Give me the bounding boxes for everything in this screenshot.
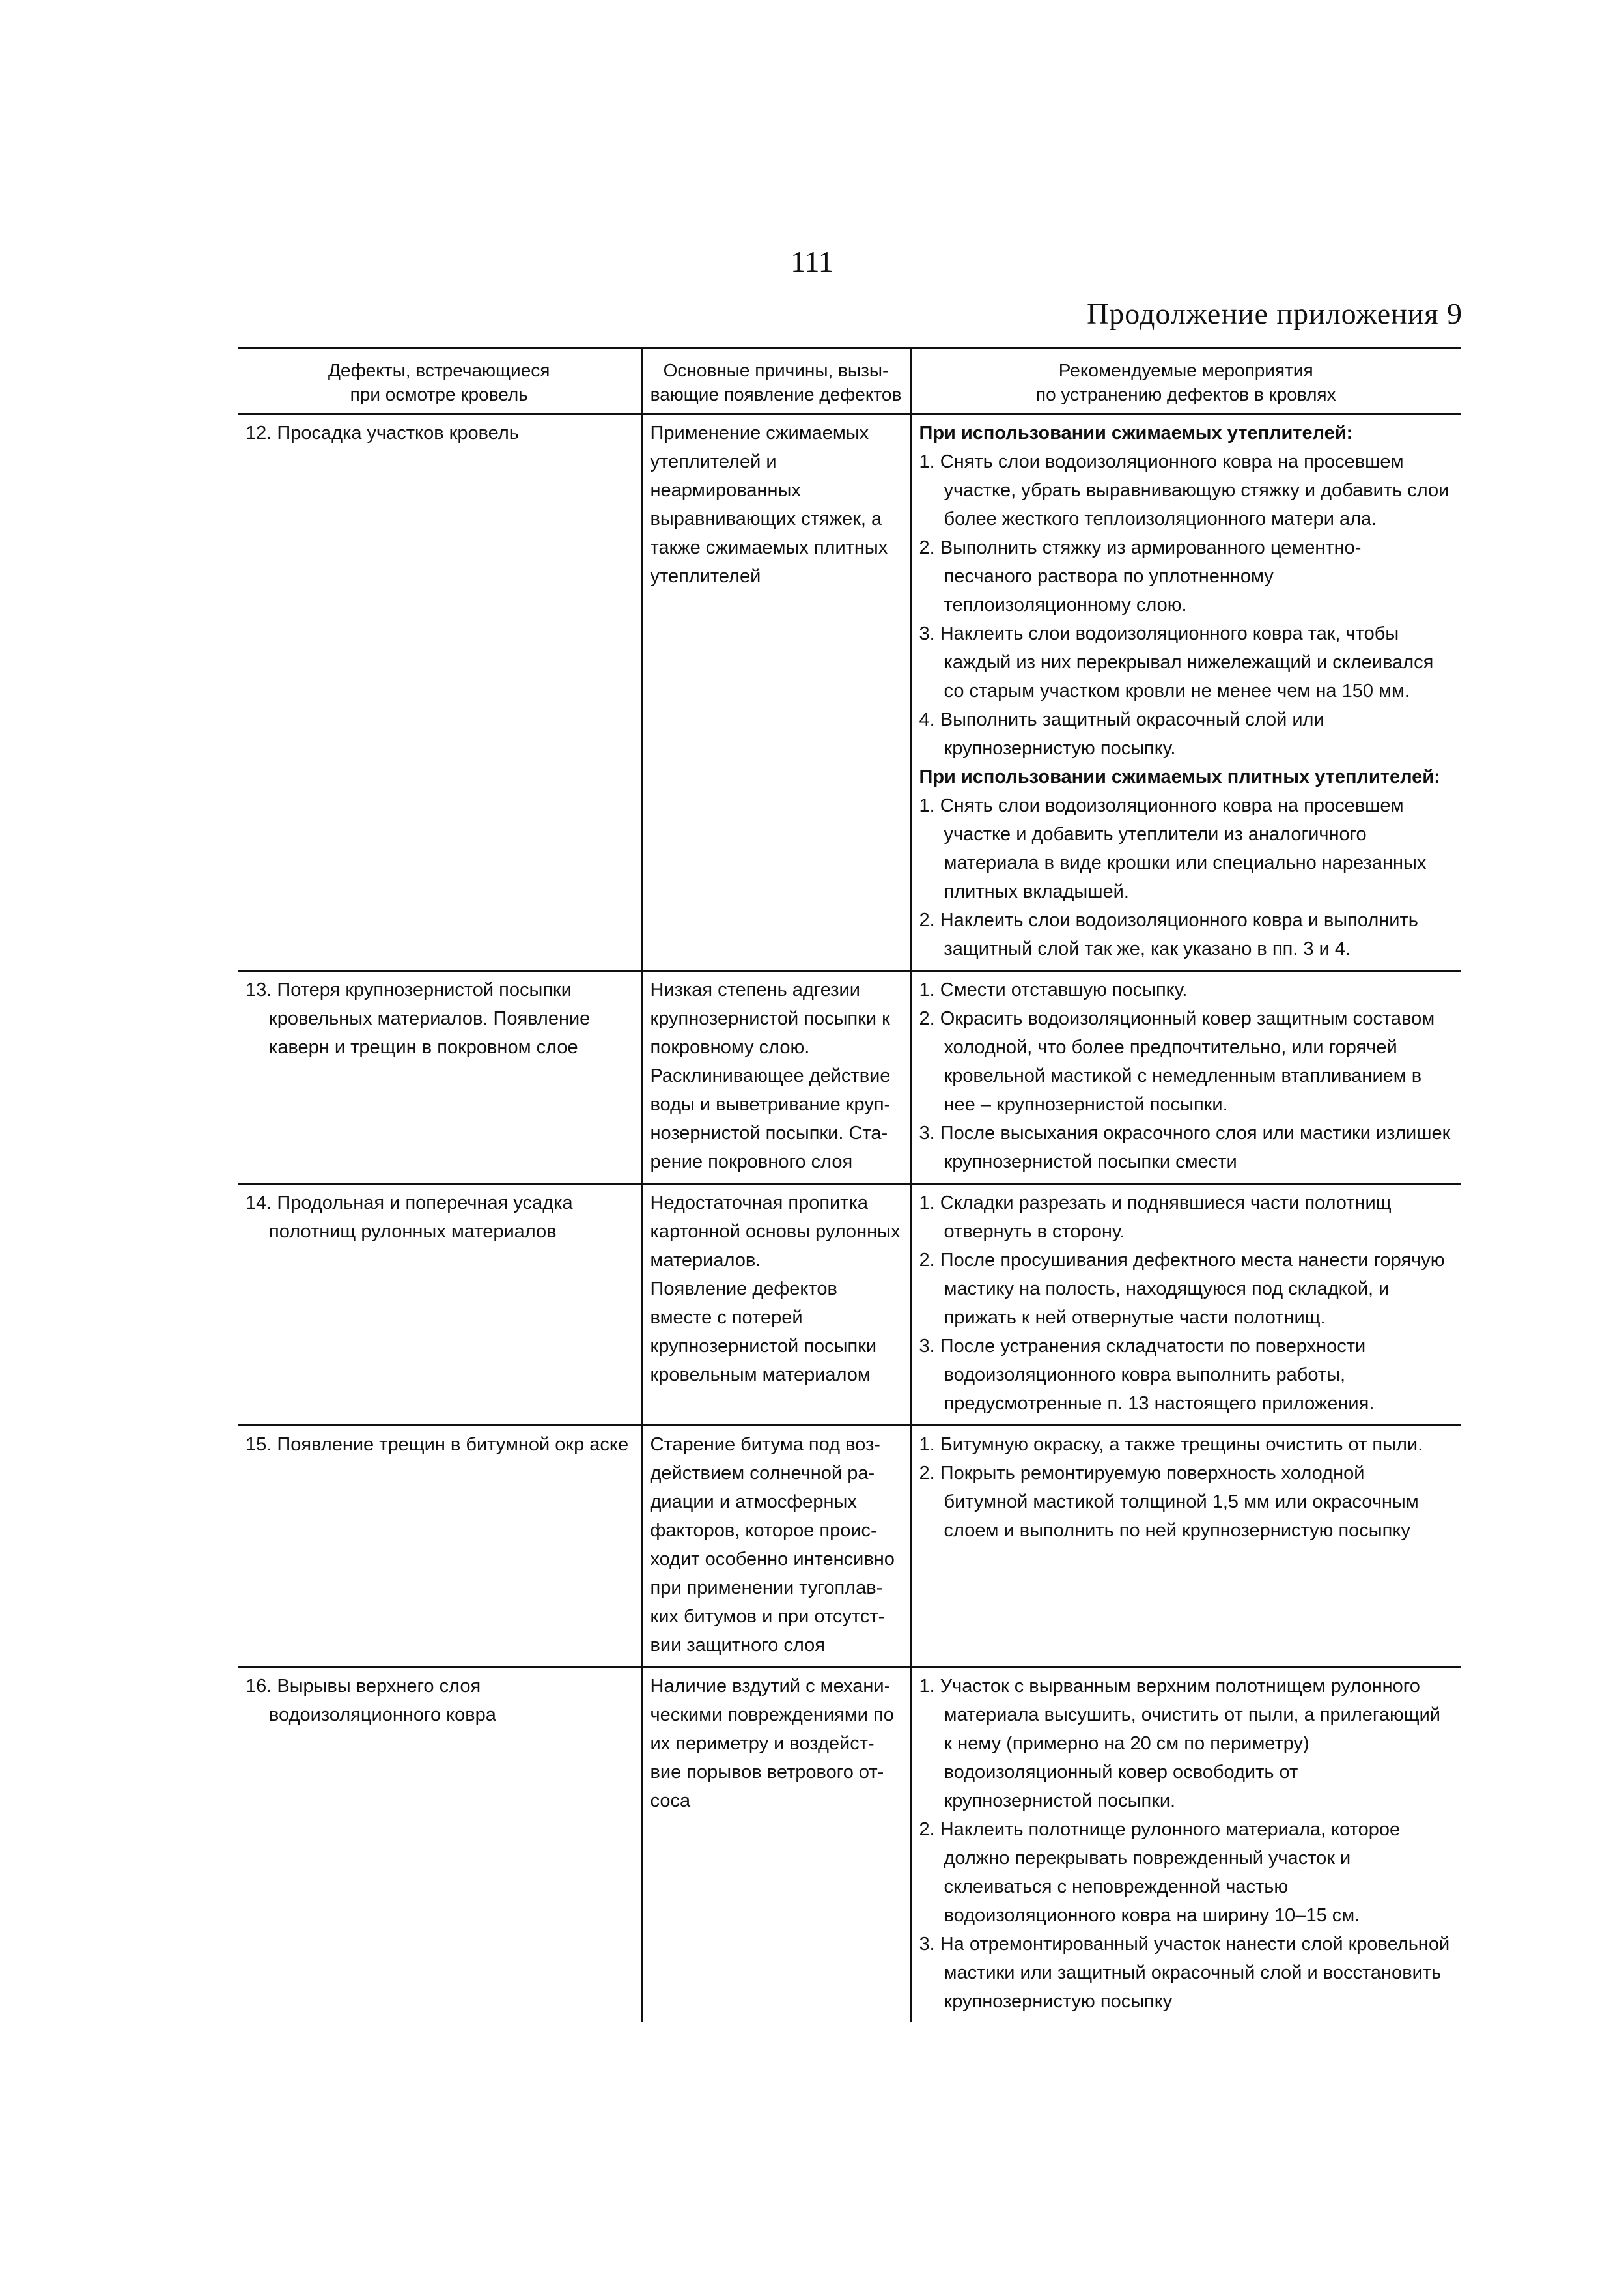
header-line: по устранению дефектов в кровлях [1035,384,1336,404]
defect-cell [238,414,641,971]
defect-line: 16. Вырывы верхнего слоя [245,1676,481,1697]
measure-step: 1. Снять слои водоизоляционного ковра на просевшем [919,795,1404,816]
measure-step: 2. Наклеить полотнище рулонного материала, которое [919,1819,1401,1840]
measure-step-continuation: более жесткого теплоизоляционного матери ала. [944,509,1377,530]
table-body [238,414,1461,2023]
measure-step-continuation: крупнозернистой посыпки смести [944,1152,1237,1172]
measure-cell [910,971,1461,1184]
measure-step-continuation: прижать к ней отвернутые части полотнищ. [944,1307,1326,1328]
cause-line: Расклинивающее действие [650,1066,891,1086]
cause-line: воды и выветривание круп- [650,1094,891,1115]
cause-line: утеплителей [650,566,761,587]
measure-step: 2. После просушивания дефектного места нанести горячую [919,1250,1445,1271]
header-row [238,348,1461,414]
header-defects [238,348,641,414]
measure-step-continuation: к нему (примерно на 20 см по периметру) [944,1733,1309,1754]
cause-line: ких битумов и при отсутст- [650,1606,885,1627]
measure-step: 2. Выполнить стяжку из армированного цементно- [919,537,1362,558]
header-line: вающие появление дефектов [650,384,902,404]
cause-line: крупнозернистой посыпки [650,1336,877,1357]
cause-line: картонной основы рулонных [650,1221,901,1242]
cause-line: рение покровного слоя [650,1152,853,1172]
table-row [238,1184,1461,1426]
measure-step-continuation: слоем и выполнить по ней крупнозернистую посыпку [944,1520,1410,1541]
defect-line: 13. Потеря крупнозернистой посыпки [245,980,572,1000]
cause-line: нозернистой посыпки. Ста- [650,1123,888,1144]
measure-step-continuation: предусмотренные п. 13 настоящего приложения. [944,1393,1375,1414]
measure-heading: При использовании сжимаемых утеплителей: [919,423,1353,444]
measure-step: 1. Смести отставшую посыпку. [919,980,1188,1000]
measure-step-continuation: мастики или защитный окрасочный слой и восстановить [944,1962,1442,1983]
header-line: Дефекты, встречающиеся [328,360,550,380]
cause-cell [641,414,910,971]
measure-step-continuation: крупнозернистую посыпку. [944,738,1176,759]
measure-heading: При использовании сжимаемых плитных утеплителей: [919,767,1440,787]
cause-cell [641,1426,910,1667]
table-row [238,1426,1461,1667]
cause-cell [641,971,910,1184]
cause-line: покровному слою. [650,1037,810,1058]
measure-step-continuation: крупнозернистую посыпку [944,1991,1173,2012]
measure-cell [910,414,1461,971]
cause-line: кровельным материалом [650,1364,871,1385]
measure-step-continuation: нее – крупнозернистой посыпки. [944,1094,1228,1115]
cause-line: Старение битума под воз- [650,1434,880,1455]
cause-line: ходит особенно интенсивно [650,1549,895,1570]
measure-step-continuation: песчаного раствора по уплотненному [944,566,1274,587]
cause-line: Появление дефектов [650,1279,837,1299]
defect-line: кровельных материалов. Появление [269,1008,591,1029]
measure-step-continuation: водоизоляционный ковер освободить от [944,1762,1298,1783]
cause-line: выравнивающих стяжек, а [650,509,882,530]
cause-line: вии защитного слоя [650,1635,825,1656]
cause-line: утеплителей и [650,451,777,472]
measure-step-continuation: склеиваться с неповрежденной частью [944,1876,1289,1897]
measure-step-continuation: водоизоляционного ковра выполнить работы, [944,1364,1346,1385]
cause-line: при применении тугоплав- [650,1577,883,1598]
measure-step-continuation: битумной мастикой толщиной 1,5 мм или окрасочным [944,1491,1419,1512]
defect-cell [238,1184,641,1426]
measure-step: 3. После устранения складчатости по поверхности [919,1336,1366,1357]
defect-line: 14. Продольная и поперечная усадка [245,1193,573,1213]
header-line: Основные причины, вызы- [663,360,889,380]
cause-line: факторов, которое проис- [650,1520,877,1541]
cause-cell [641,1184,910,1426]
defects-table [238,347,1461,2022]
measure-step-continuation: со старым участком кровли не менее чем на 150 мм. [944,681,1410,701]
measure-step: 2. Окрасить водоизоляционный ковер защитным составом [919,1008,1435,1029]
page-number: 111 [791,245,833,278]
defect-cell [238,1667,641,2023]
table-row [238,971,1461,1184]
continuation-heading: Продолжение приложения 9 [1087,297,1463,330]
cause-line: вместе с потерей [650,1307,803,1328]
measure-step: 1. Битумную окраску, а также трещины очистить от пыли. [919,1434,1423,1455]
cause-line: Низкая степень адгезии [650,980,860,1000]
header-line: при осмотре кровель [350,384,528,404]
defect-line: полотнищ рулонных материалов [269,1221,557,1242]
cause-line: ческими повреждениями по [650,1704,894,1725]
cause-line: также сжимаемых плитных [650,537,888,558]
table-row [238,1667,1461,2023]
cause-line: Недостаточная пропитка [650,1193,868,1213]
cause-line: материалов. [650,1250,761,1271]
cause-line: неармированных [650,480,801,501]
measure-cell [910,1667,1461,2023]
cause-line: их периметру и воздейст- [650,1733,875,1754]
measure-step-continuation: кровельной мастикой с немедленным втапливанием в [944,1066,1422,1086]
cause-line: Применение сжимаемых [650,423,869,444]
table-row [238,414,1461,971]
measure-step: 2. Наклеить слои водоизоляционного ковра и выполнить [919,910,1418,931]
defect-line: каверн и трещин в покровном слое [269,1037,578,1058]
measure-step-continuation: плитных вкладышей. [944,881,1129,902]
measure-step-continuation: теплоизоляционному слою. [944,595,1187,615]
defect-cell [238,1426,641,1667]
measure-step-continuation: участке, убрать выравнивающую стяжку и добавить слои [944,480,1449,501]
defect-cell [238,971,641,1184]
measure-step-continuation: мастику на полость, находящуюся под складкой, и [944,1279,1390,1299]
header-causes [641,348,910,414]
measure-step: 1. Снять слои водоизоляционного ковра на просевшем [919,451,1404,472]
defect-line: водоизоляционного ковра [269,1704,496,1725]
measure-cell [910,1184,1461,1426]
cause-cell [641,1667,910,2023]
measure-step: 3. Наклеить слои водоизоляционного ковра так, чтобы [919,623,1399,644]
measure-step: 3. На отремонтированный участок нанести слой кровельной [919,1934,1450,1955]
measure-step-continuation: материала в виде крошки или специально нарезанных [944,853,1427,873]
measure-step: 2. Покрыть ремонтируемую поверхность холодной [919,1463,1365,1484]
header-line: Рекомендуемые мероприятия [1058,360,1313,380]
measure-step-continuation: материала высушить, очистить от пыли, а прилегающий [944,1704,1440,1725]
defect-line: 15. Появление трещин в битумной окр аске [245,1434,629,1455]
header-measures [910,348,1461,414]
measure-step: 1. Складки разрезать и поднявшиеся части полотнищ [919,1193,1392,1213]
measure-step: 3. После высыхания окрасочного слоя или мастики излишек [919,1123,1451,1144]
defect-line: 12. Просадка участков кровель [245,423,519,444]
measure-step-continuation: защитный слой так же, как указано в пп. 3 и 4. [944,939,1351,959]
cause-line: крупнозернистой посыпки к [650,1008,890,1029]
measure-step-continuation: отвернуть в сторону. [944,1221,1125,1242]
measure-step: 1. Участок с вырванным верхним полотнищем рулонного [919,1676,1420,1697]
measure-step-continuation: каждый из них перекрывал нижележащий и склеивался [944,652,1434,673]
measure-step-continuation: должно перекрывать поврежденный участок и [944,1848,1351,1869]
measure-step-continuation: участке и добавить утеплители из аналогичного [944,824,1367,845]
measure-cell [910,1426,1461,1667]
measure-step-continuation: водоизоляционного ковра на ширину 10–15 см. [944,1905,1360,1926]
table-header [238,348,1461,414]
cause-line: соса [650,1790,691,1811]
cause-line: диации и атмосферных [650,1491,857,1512]
measure-step-continuation: холодной, что более предпочтительно, или горячей [944,1037,1397,1058]
measure-step: 4. Выполнить защитный окрасочный слой или [919,709,1324,730]
cause-line: вие порывов ветрового от- [650,1762,884,1783]
cause-line: Наличие вздутий с механи- [650,1676,891,1697]
cause-line: действием солнечной ра- [650,1463,875,1484]
measure-step-continuation: крупнозернистой посыпки. [944,1790,1176,1811]
